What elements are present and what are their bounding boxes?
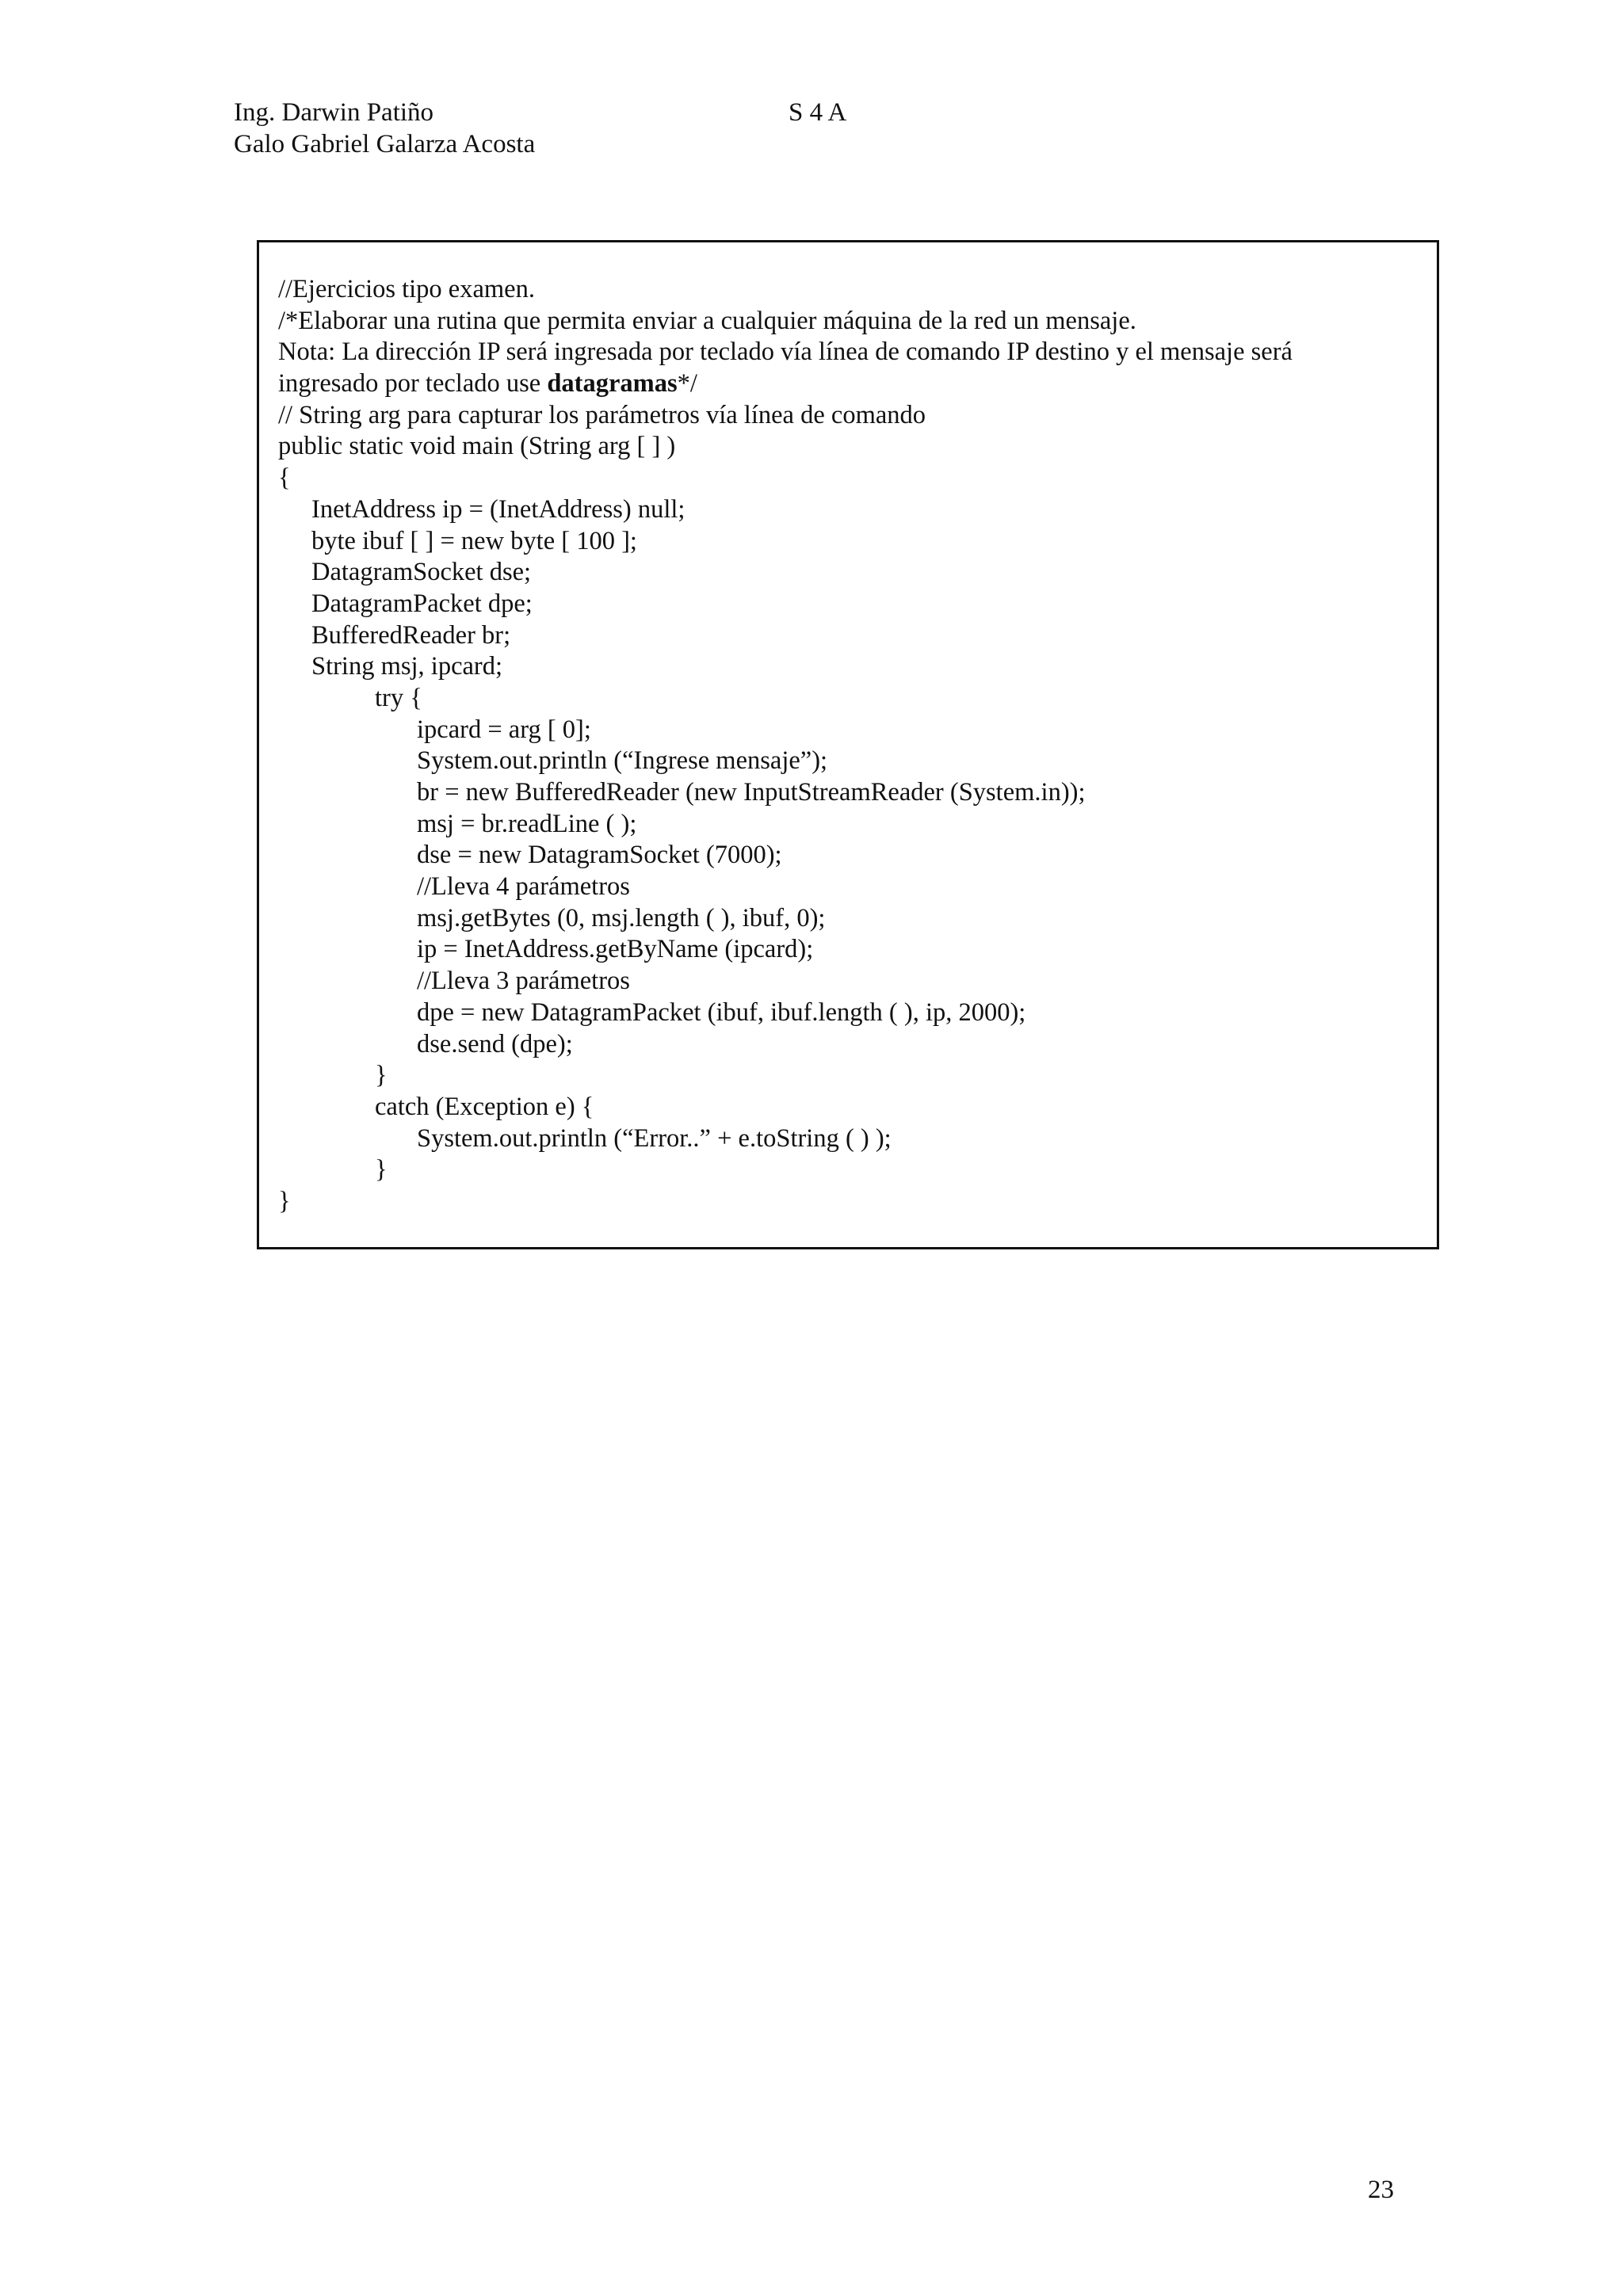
code-line: [278, 431, 1293, 463]
code-line-text: // String arg para capturar los parámetros vía línea de comando: [278, 400, 926, 429]
code-line-text: dse.send (dpe);: [417, 1029, 573, 1058]
code-listing: [278, 274, 1293, 1218]
code-line: [278, 306, 1293, 338]
code-line-text: System.out.println (“Error..” + e.toString ( ) );: [417, 1123, 892, 1153]
code-line: [278, 777, 1293, 809]
code-line-text: String msj, ipcard;: [311, 652, 503, 681]
code-line-text: DatagramPacket dpe;: [311, 589, 533, 618]
author-block: [234, 97, 535, 160]
code-line: [278, 557, 1293, 589]
code-line: [278, 400, 1293, 432]
code-line: [278, 1154, 1293, 1186]
code-line: [278, 651, 1293, 683]
author-line-2: Galo Gabriel Galarza Acosta: [234, 130, 536, 158]
code-line: [278, 1123, 1293, 1155]
author-line-1: Ing. Darwin Patiño: [234, 98, 434, 127]
code-line: [278, 337, 1293, 368]
code-line: [278, 966, 1293, 997]
code-line-text: dpe = new DatagramPacket (ibuf, ibuf.length ( ), ip, 2000);: [417, 997, 1026, 1027]
code-line: [278, 526, 1293, 558]
code-line-text: System.out.println (“Ingrese mensaje”);: [417, 746, 828, 776]
code-line: [278, 463, 1293, 494]
code-line-text: ingresado por teclado use: [278, 369, 548, 399]
code-line-text: //Lleva 3 parámetros: [417, 967, 630, 996]
code-line: [278, 1186, 1293, 1218]
code-line: [278, 494, 1293, 526]
code-line-text: msj = br.readLine ( );: [417, 809, 637, 838]
code-line-text: Nota: La dirección IP será ingresada por teclado vía línea de comando IP destino y el mensaje será: [278, 338, 1293, 367]
code-line-after-text: */: [677, 369, 697, 399]
code-line-text: //Ejercicios tipo examen.: [278, 275, 535, 303]
code-line-text: }: [375, 1061, 388, 1090]
code-line-text: /*Elaborar una rutina que permita enviar a cualquier máquina de la red un mensaje.: [278, 306, 1136, 335]
code-line-text: msj.getBytes (0, msj.length ( ), ibuf, 0);: [417, 903, 826, 933]
code-line: [278, 934, 1293, 966]
code-line: [278, 1092, 1293, 1123]
code-line: [278, 715, 1293, 746]
code-line-text: byte ibuf [ ] = new byte [ 100 ];: [311, 526, 637, 555]
code-listing-box: [257, 240, 1439, 1249]
code-line-text: //Lleva 4 parámetros: [417, 872, 630, 902]
code-line-text: public static void main (String arg [ ] ): [278, 432, 676, 461]
code-line: [278, 274, 1293, 306]
code-line-bold-text: datagramas: [547, 369, 678, 399]
code-line: [278, 746, 1293, 777]
code-line-text: {: [278, 463, 291, 493]
page-number: 23: [1368, 2176, 1394, 2204]
code-line: [278, 589, 1293, 620]
code-line: [278, 809, 1293, 841]
code-line-text: dse = new DatagramSocket (7000);: [417, 841, 782, 870]
code-line-text: ip = InetAddress.getByName (ipcard);: [417, 935, 814, 964]
code-line: [278, 997, 1293, 1029]
code-line: [278, 871, 1293, 903]
code-line-text: DatagramSocket dse;: [311, 558, 532, 587]
code-line: [278, 368, 1293, 400]
code-line-text: catch (Exception e) {: [375, 1092, 594, 1121]
code-line-text: BufferedReader br;: [311, 620, 511, 650]
code-line: [278, 620, 1293, 652]
code-line: [278, 1029, 1293, 1061]
code-line-text: ipcard = arg [ 0];: [417, 715, 591, 744]
code-line-text: br = new BufferedReader (new InputStreamReader (System.in));: [417, 778, 1086, 807]
code-line: [278, 840, 1293, 871]
code-line: [278, 903, 1293, 935]
code-line-text: }: [278, 1186, 291, 1215]
code-line-text: InetAddress ip = (InetAddress) null;: [311, 494, 685, 524]
code-line-text: }: [375, 1155, 388, 1184]
course-code: S 4 A: [789, 98, 847, 127]
code-line: [278, 683, 1293, 715]
code-line: [278, 1060, 1293, 1092]
code-line-text: try {: [375, 683, 422, 712]
